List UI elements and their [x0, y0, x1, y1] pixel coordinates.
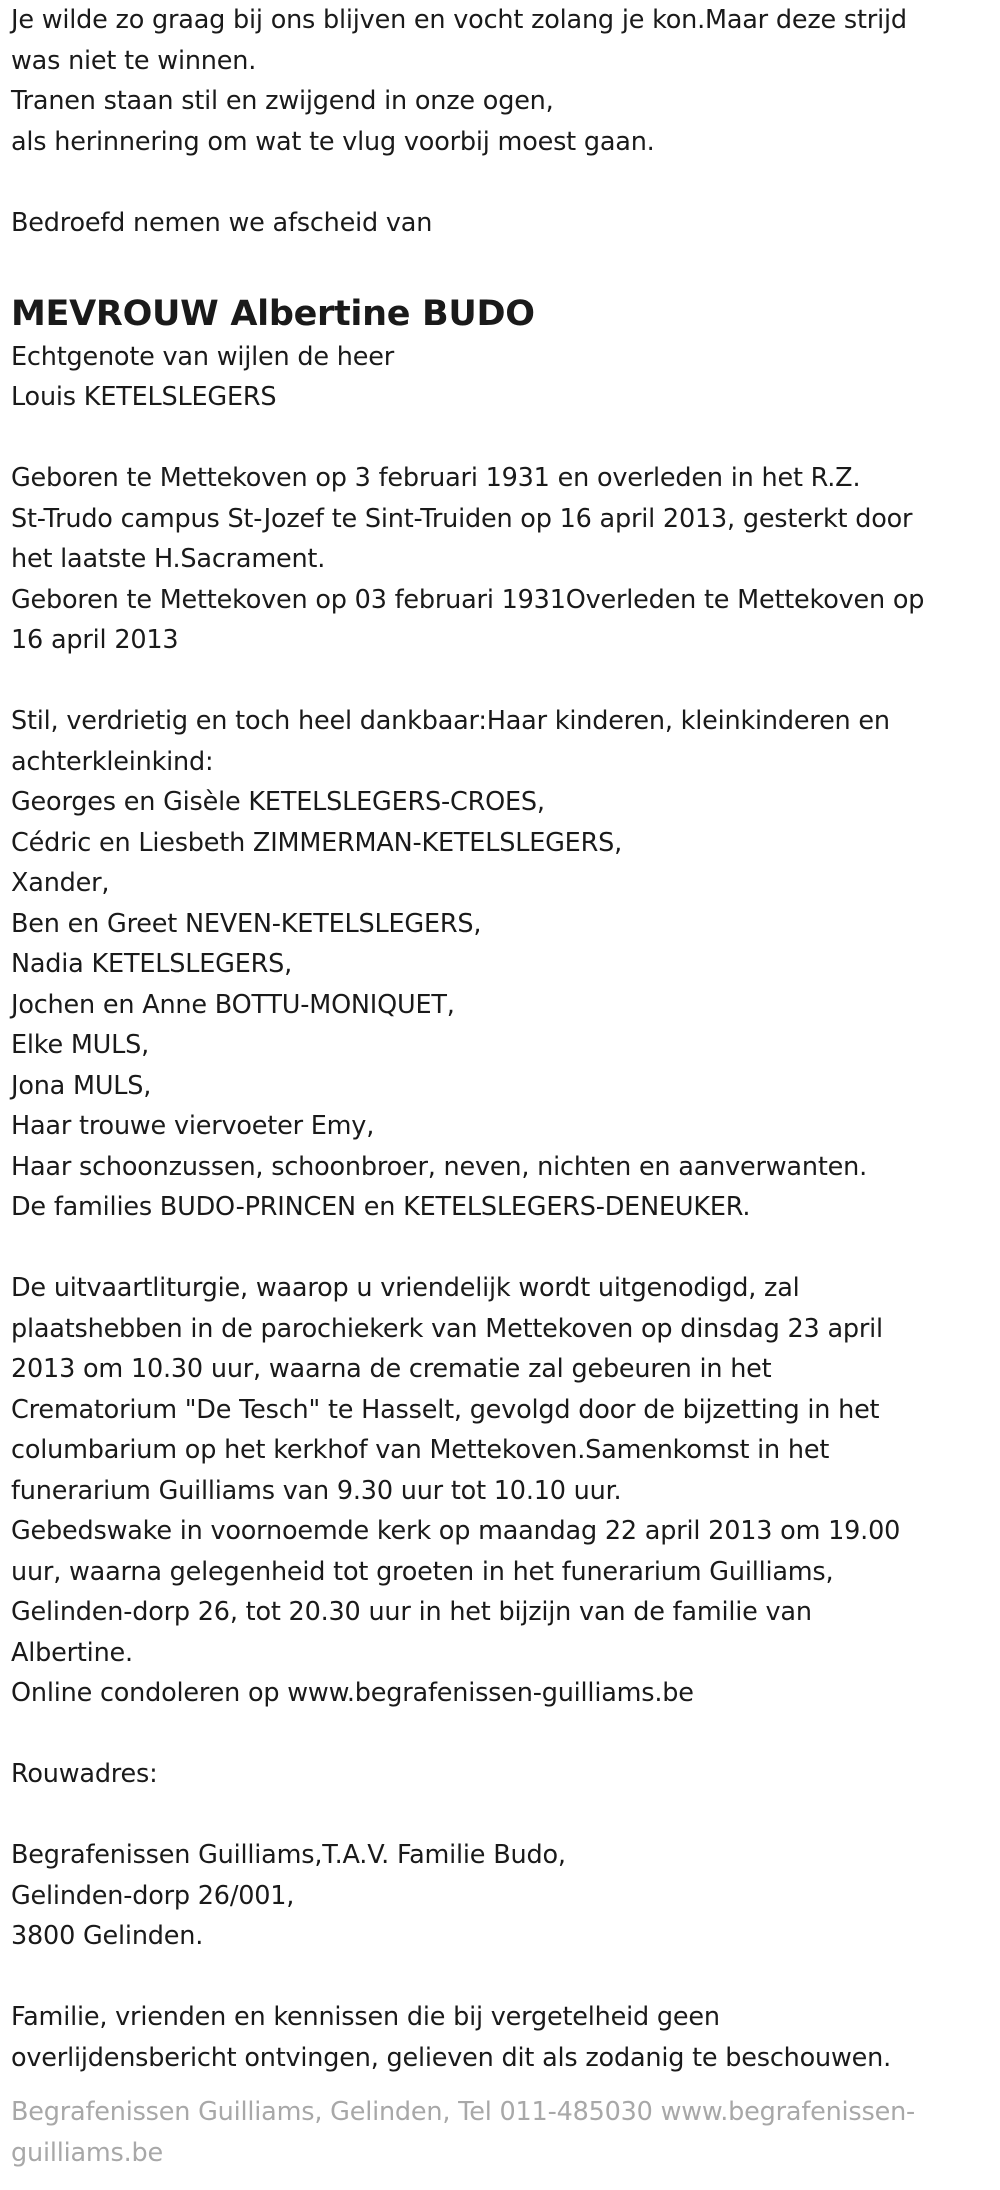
- farewell-line: Bedroefd nemen we afscheid van: [11, 207, 433, 238]
- birth-death-line: St-Trudo campus St-Jozef te Sint-Truiden op 16 april 2013, gesterkt door: [11, 503, 913, 534]
- mourners-line: Xander,: [11, 868, 110, 898]
- intro-line: Tranen staan stil en zwijgend in onze ogen,: [11, 86, 554, 116]
- address-label: Rouwadres:: [11, 1759, 158, 1789]
- birth-death-line: 16 april 2013: [11, 625, 179, 655]
- footer-line: guilliams.be: [11, 2137, 164, 2168]
- service-line: Gebedswake in voornoemde kerk op maandag 22 april 2013 om 19.00: [11, 1516, 901, 1546]
- spacer: [11, 162, 991, 203]
- address-line: 3800 Gelinden.: [11, 1921, 204, 1951]
- mourners-line: Haar trouwe viervoeter Emy,: [11, 1111, 375, 1141]
- service-line: 2013 om 10.30 uur, waarna de crematie zal gebeuren in het: [11, 1354, 772, 1384]
- address-section: [11, 1835, 991, 1957]
- spacer: [11, 418, 991, 459]
- spacer: [11, 1957, 991, 1998]
- notice-line: Familie, vrienden en kennissen die bij vergetelheid geen: [11, 2002, 720, 2032]
- birth-death-line: Geboren te Mettekoven op 3 februari 1931 en overleden in het R.Z.: [11, 463, 861, 493]
- service-line: Albertine.: [11, 1637, 133, 1668]
- spacer: [11, 1795, 991, 1836]
- service-line: uur, waarna gelegenheid tot groeten in het funerarium Guilliams,: [11, 1556, 834, 1587]
- intro-line: Je wilde zo graag bij ons blijven en vocht zolang je kon.Maar deze strijd: [11, 5, 907, 35]
- mourners-line: Nadia KETELSLEGERS,: [11, 949, 293, 979]
- service-line: Crematorium "De Tesch" te Hasselt, gevolgd door de bijzetting in het: [11, 1394, 880, 1425]
- deceased-name: MEVROUW Albertine BUDO: [11, 293, 535, 334]
- service-line: Gelinden-dorp 26, tot 20.30 uur in het bijzijn van de familie van: [11, 1597, 812, 1627]
- mourners-line: Ben en Greet NEVEN-KETELSLEGERS,: [11, 908, 482, 939]
- service-line: columbarium op het kerkhof van Mettekoven.Samenkomst in het: [11, 1435, 830, 1465]
- service-section: [11, 1268, 991, 1714]
- mourners-line: Elke MULS,: [11, 1030, 150, 1060]
- notice-section: [11, 1997, 991, 2078]
- intro-poem: [11, 0, 991, 162]
- mourners-line: achterkleinkind:: [11, 746, 214, 777]
- address-line: Begrafenissen Guilliams,T.A.V. Familie Budo,: [11, 1840, 566, 1870]
- mourners-line: Jochen en Anne BOTTU-MONIQUET,: [11, 989, 455, 1020]
- mourners-line: Jona MULS,: [11, 1070, 152, 1101]
- footer: [11, 2092, 991, 2173]
- spacer: [11, 1228, 991, 1269]
- spouse-name: Louis KETELSLEGERS: [11, 382, 277, 412]
- spacer: [11, 243, 991, 284]
- service-line: funerarium Guilliams van 9.30 uur tot 10.10 uur.: [11, 1475, 622, 1506]
- birth-death-line: Geboren te Mettekoven op 03 februari 1931Overleden te Mettekoven op: [11, 584, 925, 615]
- mourners-line: Haar schoonzussen, schoonbroer, neven, nichten en aanverwanten.: [11, 1151, 867, 1182]
- notice-line: overlijdensbericht ontvingen, gelieven dit als zodanig te beschouwen.: [11, 2042, 892, 2073]
- address-line: Gelinden-dorp 26/001,: [11, 1880, 295, 1911]
- birth-death-section: [11, 458, 991, 661]
- mourners-line: Georges en Gisèle KETELSLEGERS-CROES,: [11, 787, 545, 817]
- service-line: plaatshebben in de parochiekerk van Mettekoven op dinsdag 23 april: [11, 1313, 883, 1344]
- mourners-section: [11, 701, 991, 1228]
- intro-line: als herinnering om wat te vlug voorbij moest gaan.: [11, 126, 655, 157]
- footer-line: Begrafenissen Guilliams, Gelinden, Tel 011-485030 www.begrafenissen-: [11, 2097, 916, 2127]
- mourners-line: Stil, verdrietig en toch heel dankbaar:Haar kinderen, kleinkinderen en: [11, 706, 890, 736]
- obituary-document: [11, 0, 991, 2173]
- spouse-line: Echtgenote van wijlen de heer: [11, 341, 394, 372]
- birth-death-line: het laatste H.Sacrament.: [11, 544, 326, 574]
- service-line: De uitvaartliturgie, waarop u vriendelijk wordt uitgenodigd, zal: [11, 1273, 800, 1303]
- spacer: [11, 661, 991, 702]
- mourners-line: De families BUDO-PRINCEN en KETELSLEGERS-DENEUKER.: [11, 1192, 751, 1222]
- intro-line: was niet te winnen.: [11, 45, 257, 76]
- mourners-line: Cédric en Liesbeth ZIMMERMAN-KETELSLEGERS,: [11, 827, 622, 858]
- condolence-link-line: Online condoleren op www.begrafenissen-guilliams.be: [11, 1678, 694, 1708]
- spacer: [11, 1714, 991, 1755]
